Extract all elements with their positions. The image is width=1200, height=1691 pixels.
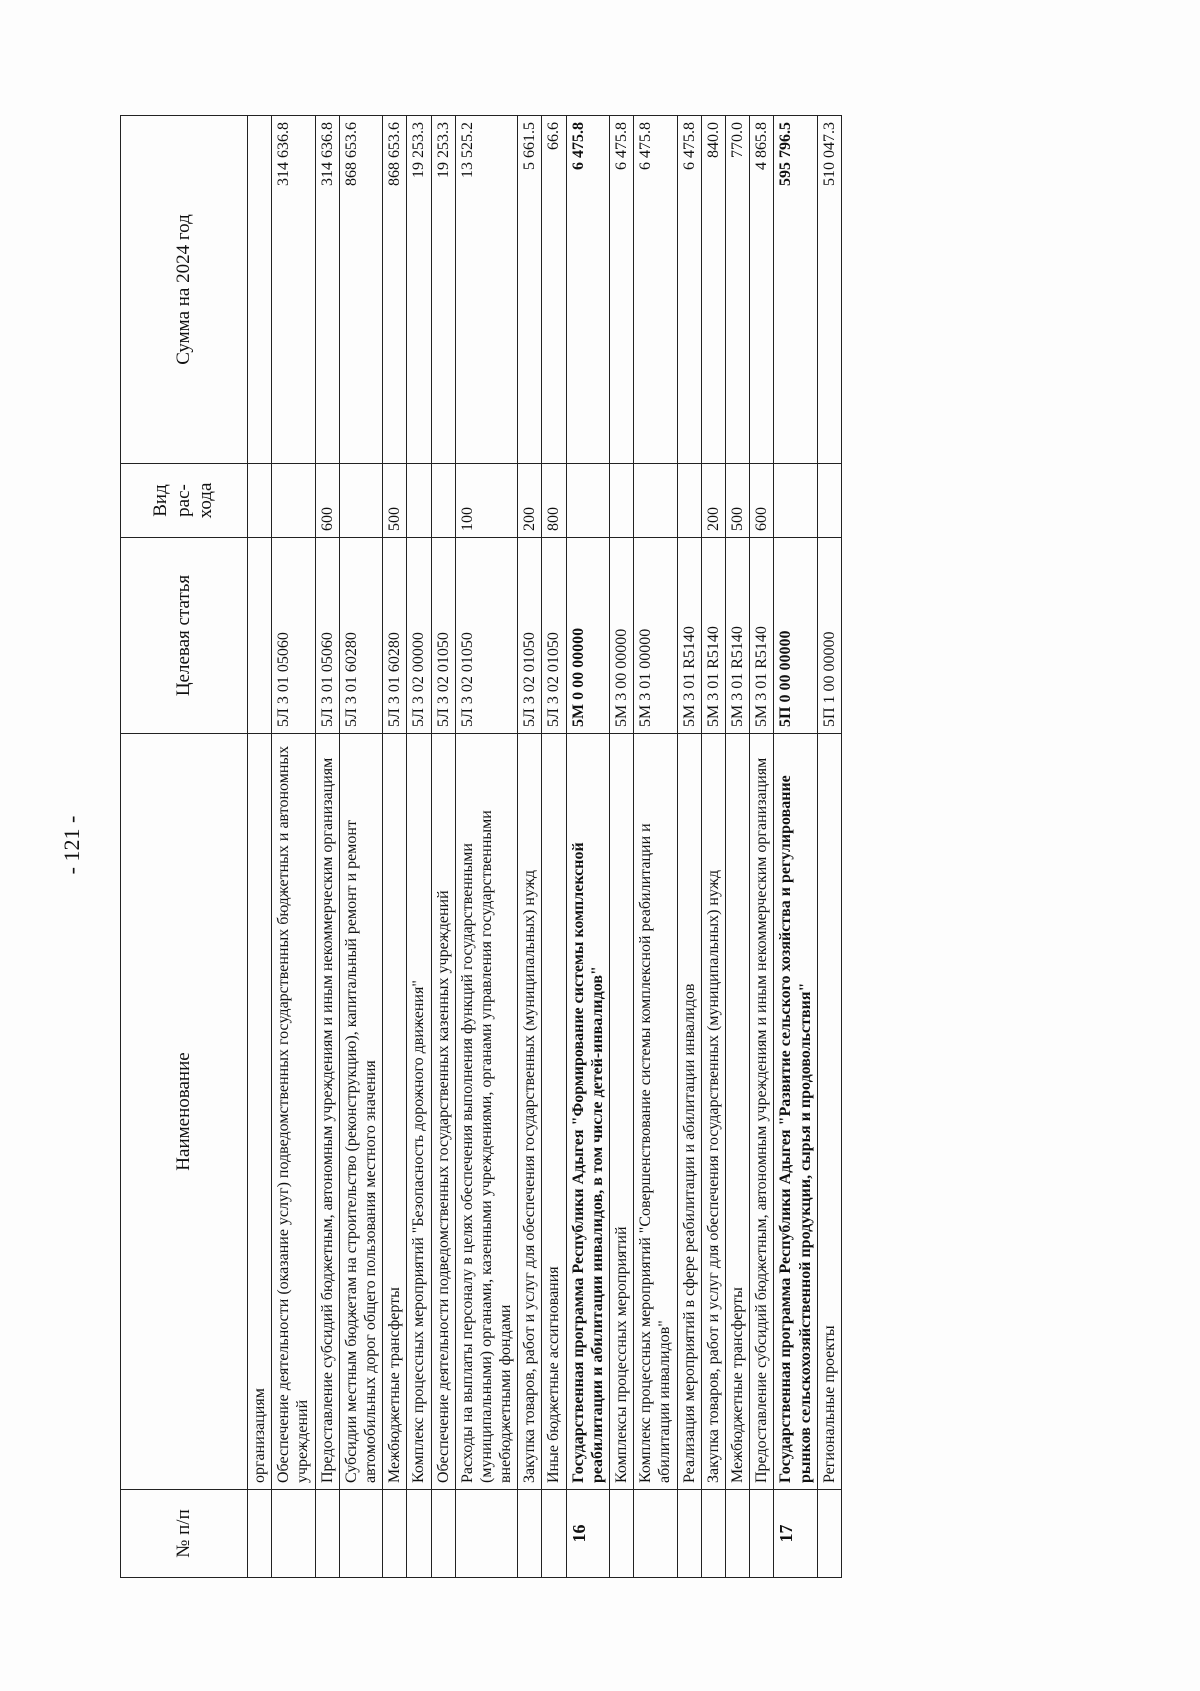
cell-sum: 868 653.6 bbox=[339, 116, 382, 464]
table-row bbox=[725, 116, 749, 1578]
cell-code: 5Л 3 02 01050 bbox=[431, 538, 455, 734]
cell-code: 5М 3 00 00000 bbox=[610, 538, 634, 734]
cell-name: Региональные проекты bbox=[817, 734, 841, 1490]
table-row bbox=[817, 116, 841, 1578]
budget-table-page bbox=[120, 116, 1125, 1578]
cell-name: Субсидии местным бюджетам на строительство (реконструкцию), капитальный ремонт и ремонт автомобильных дорог общего пользования местного значения bbox=[339, 734, 382, 1490]
cell-name: организациям bbox=[248, 734, 272, 1490]
cell-kind bbox=[774, 464, 817, 538]
cell-code: 5Л 3 01 05060 bbox=[315, 538, 339, 734]
cell-num bbox=[518, 1490, 542, 1578]
table-row bbox=[750, 116, 774, 1578]
table-body bbox=[248, 116, 842, 1578]
cell-kind bbox=[634, 464, 677, 538]
cell-kind: 500 bbox=[725, 464, 749, 538]
cell-sum: 770.0 bbox=[725, 116, 749, 464]
cell-code: 5М 3 01 R5140 bbox=[725, 538, 749, 734]
cell-sum: 5 661.5 bbox=[518, 116, 542, 464]
cell-kind: 800 bbox=[542, 464, 566, 538]
cell-kind bbox=[566, 464, 609, 538]
header-code: Целевая статья bbox=[121, 538, 248, 734]
table-row bbox=[566, 116, 609, 1578]
table-row bbox=[610, 116, 634, 1578]
cell-sum: 6 475.8 bbox=[677, 116, 701, 464]
table-row bbox=[455, 116, 518, 1578]
cell-code: 5М 3 01 R5140 bbox=[750, 538, 774, 734]
cell-sum: 868 653.6 bbox=[383, 116, 407, 464]
cell-code: 5М 3 01 00000 bbox=[634, 538, 677, 734]
cell-sum: 6 475.8 bbox=[566, 116, 609, 464]
cell-num bbox=[542, 1490, 566, 1578]
table-row bbox=[339, 116, 382, 1578]
table-row bbox=[774, 116, 817, 1578]
header-sum: Сумма на 2024 год bbox=[121, 116, 248, 464]
cell-kind bbox=[610, 464, 634, 538]
cell-sum: 840.0 bbox=[701, 116, 725, 464]
cell-code bbox=[248, 538, 272, 734]
cell-sum: 6 475.8 bbox=[610, 116, 634, 464]
cell-sum: 595 796.5 bbox=[774, 116, 817, 464]
cell-num: 16 bbox=[566, 1490, 609, 1578]
cell-name: Иные бюджетные ассигнования bbox=[542, 734, 566, 1490]
cell-num bbox=[701, 1490, 725, 1578]
cell-num bbox=[817, 1490, 841, 1578]
cell-name: Предоставление субсидий бюджетным, автономным учреждениям и иным некоммерческим организациям bbox=[750, 734, 774, 1490]
cell-kind: 500 bbox=[383, 464, 407, 538]
cell-kind bbox=[817, 464, 841, 538]
cell-num: 17 bbox=[774, 1490, 817, 1578]
cell-num bbox=[248, 1490, 272, 1578]
cell-sum: 13 525.2 bbox=[455, 116, 518, 464]
cell-kind: 100 bbox=[455, 464, 518, 538]
cell-kind bbox=[272, 464, 315, 538]
cell-sum: 19 253.3 bbox=[431, 116, 455, 464]
cell-sum: 4 865.8 bbox=[750, 116, 774, 464]
table-row bbox=[248, 116, 272, 1578]
cell-sum: 19 253.3 bbox=[407, 116, 431, 464]
cell-name: Расходы на выплаты персоналу в целях обеспечения выполнения функций государственными (муниципальными) органами, казенными учреждениями, органами управления государственными внебюджетными фондами bbox=[455, 734, 518, 1490]
cell-name: Комплекс процессных мероприятий "Совершенствование системы комплексной реабилитации и абилитации инвалидов" bbox=[634, 734, 677, 1490]
cell-code: 5П 0 00 00000 bbox=[774, 538, 817, 734]
cell-sum: 314 636.8 bbox=[315, 116, 339, 464]
cell-sum: 510 047.3 bbox=[817, 116, 841, 464]
table-row bbox=[634, 116, 677, 1578]
cell-num bbox=[634, 1490, 677, 1578]
cell-name: Государственная программа Республики Адыгея "Развитие сельского хозяйства и регулирование рынков сельскохозяйственной продукции, сырья и продовольствия" bbox=[774, 734, 817, 1490]
cell-sum bbox=[248, 116, 272, 464]
cell-sum: 314 636.8 bbox=[272, 116, 315, 464]
cell-num bbox=[272, 1490, 315, 1578]
table-row bbox=[383, 116, 407, 1578]
cell-num bbox=[725, 1490, 749, 1578]
cell-name: Обеспечение деятельности (оказание услуг) подведомственных государственных бюджетных и автономных учреждений bbox=[272, 734, 315, 1490]
cell-code: 5П 1 00 00000 bbox=[817, 538, 841, 734]
cell-name: Обеспечение деятельности подведомственных государственных казенных учреждений bbox=[431, 734, 455, 1490]
page-number: - 121 - bbox=[59, 815, 84, 875]
table-row bbox=[407, 116, 431, 1578]
cell-code: 5Л 3 02 00000 bbox=[407, 538, 431, 734]
cell-name: Государственная программа Республики Адыгея "Формирование системы комплексной реабилитации и абилитации инвалидов, в том числе детей-инвалидов" bbox=[566, 734, 609, 1490]
cell-code: 5Л 3 01 60280 bbox=[339, 538, 382, 734]
cell-num bbox=[431, 1490, 455, 1578]
cell-name: Закупка товаров, работ и услуг для обеспечения государственных (муниципальных) нужд bbox=[518, 734, 542, 1490]
cell-num bbox=[407, 1490, 431, 1578]
header-num: № п/п bbox=[121, 1490, 248, 1578]
cell-code: 5М 0 00 00000 bbox=[566, 538, 609, 734]
cell-code: 5Л 3 02 01050 bbox=[518, 538, 542, 734]
cell-kind bbox=[339, 464, 382, 538]
cell-name: Межбюджетные трансферты bbox=[725, 734, 749, 1490]
cell-num bbox=[610, 1490, 634, 1578]
cell-kind bbox=[407, 464, 431, 538]
cell-num bbox=[455, 1490, 518, 1578]
cell-code: 5М 3 01 R5140 bbox=[701, 538, 725, 734]
cell-name: Комплекс процессных мероприятий "Безопасность дорожного движения" bbox=[407, 734, 431, 1490]
cell-name: Комплексы процессных мероприятий bbox=[610, 734, 634, 1490]
cell-num bbox=[383, 1490, 407, 1578]
cell-code: 5М 3 01 R5140 bbox=[677, 538, 701, 734]
cell-name: Реализация мероприятий в сфере реабилитации и абилитации инвалидов bbox=[677, 734, 701, 1490]
table-header-row bbox=[121, 116, 248, 1578]
budget-table bbox=[120, 115, 842, 1578]
cell-code: 5Л 3 02 01050 bbox=[542, 538, 566, 734]
cell-kind: 200 bbox=[518, 464, 542, 538]
cell-kind: 600 bbox=[750, 464, 774, 538]
header-kind: Вид рас-хода bbox=[121, 464, 248, 538]
cell-num bbox=[750, 1490, 774, 1578]
cell-sum: 6 475.8 bbox=[634, 116, 677, 464]
cell-name: Предоставление субсидий бюджетным, автономным учреждениям и иным некоммерческим организациям bbox=[315, 734, 339, 1490]
table-row bbox=[315, 116, 339, 1578]
table-row bbox=[542, 116, 566, 1578]
cell-kind bbox=[248, 464, 272, 538]
table-row bbox=[701, 116, 725, 1578]
cell-code: 5Л 3 01 05060 bbox=[272, 538, 315, 734]
cell-name: Закупка товаров, работ и услуг для обеспечения государственных (муниципальных) нужд bbox=[701, 734, 725, 1490]
cell-num bbox=[677, 1490, 701, 1578]
table-row bbox=[677, 116, 701, 1578]
cell-kind: 600 bbox=[315, 464, 339, 538]
cell-name: Межбюджетные трансферты bbox=[383, 734, 407, 1490]
table-row bbox=[272, 116, 315, 1578]
cell-kind bbox=[677, 464, 701, 538]
cell-code: 5Л 3 01 60280 bbox=[383, 538, 407, 734]
cell-sum: 66.6 bbox=[542, 116, 566, 464]
cell-kind bbox=[431, 464, 455, 538]
cell-num bbox=[315, 1490, 339, 1578]
cell-kind: 200 bbox=[701, 464, 725, 538]
cell-code: 5Л 3 02 01050 bbox=[455, 538, 518, 734]
header-name: Наименование bbox=[121, 734, 248, 1490]
cell-num bbox=[339, 1490, 382, 1578]
table-row bbox=[518, 116, 542, 1578]
table-row bbox=[431, 116, 455, 1578]
